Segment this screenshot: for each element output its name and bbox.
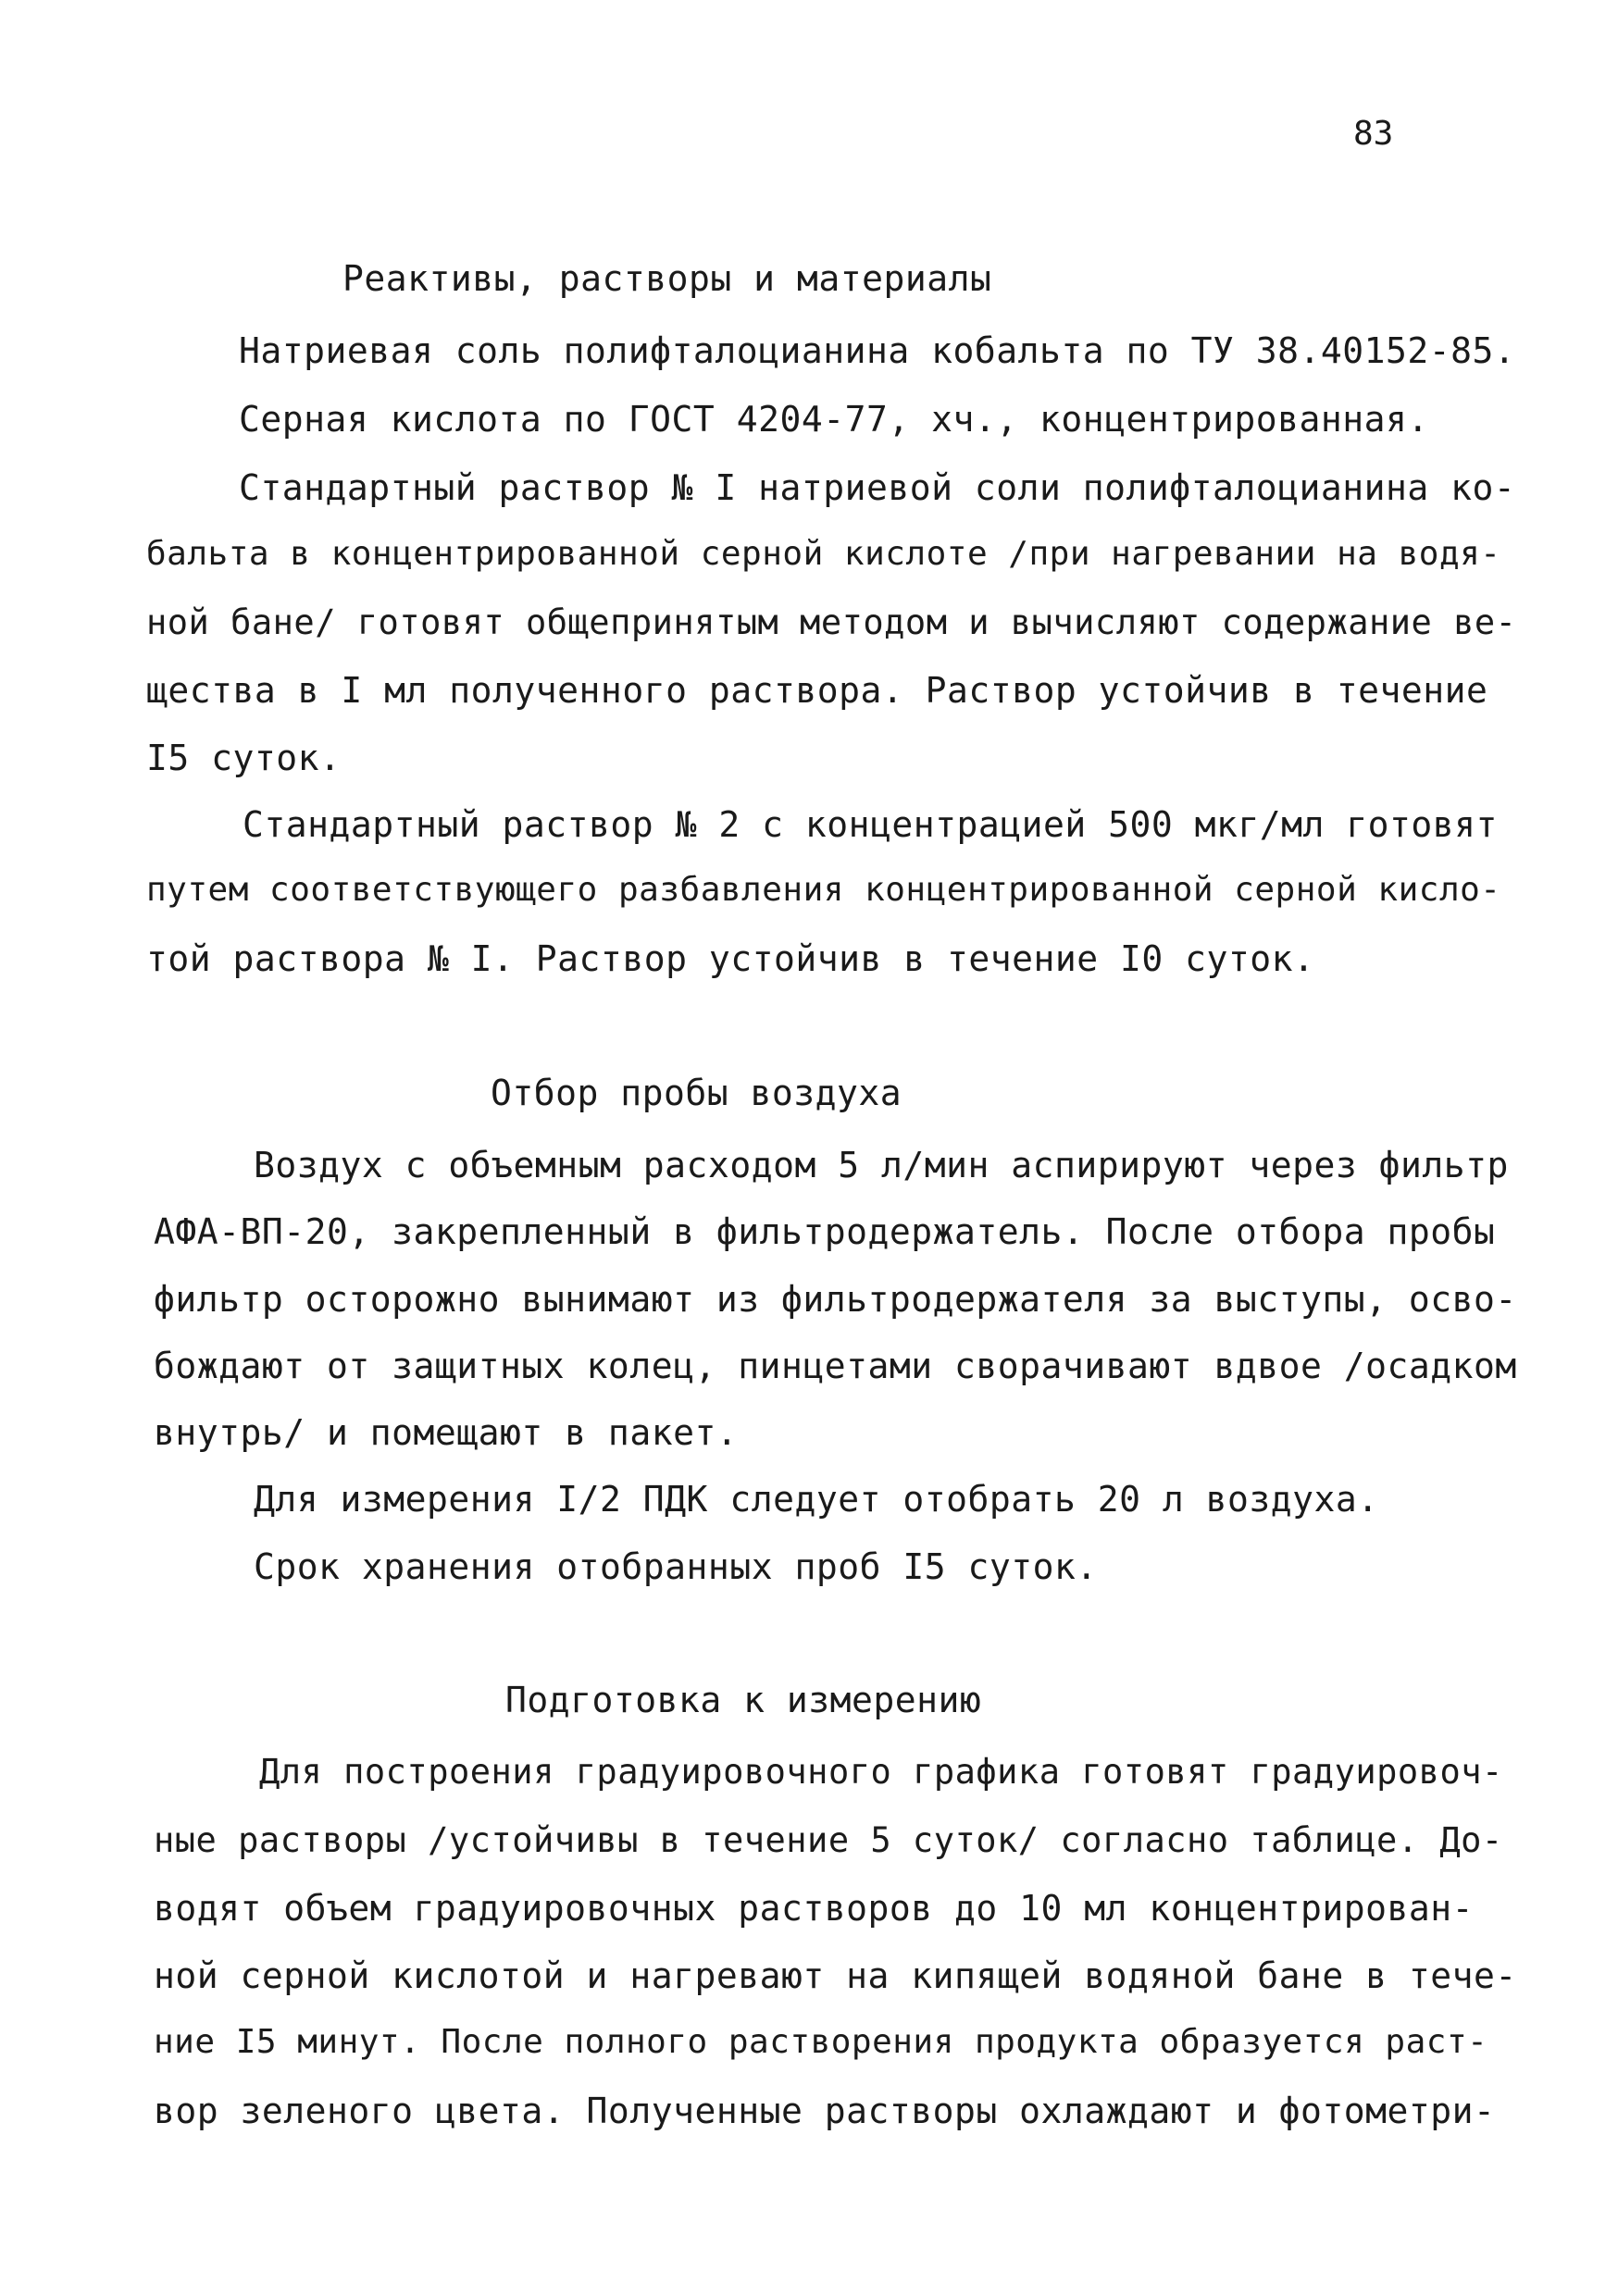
- section-heading-reagents: Реактивы, растворы и материалы: [342, 258, 992, 299]
- paragraph-line: внутрь/ и помещают в пакет.: [154, 1412, 739, 1453]
- paragraph-line: водят объем градуировочных растворов до 10 мл концентрирован-: [154, 1888, 1475, 1929]
- paragraph-line: Для построения градуировочного графика готовят градуировоч-: [259, 1752, 1503, 1792]
- paragraph-line: Натриевая соль полифталоцианина кобальта по ТУ 38.40152-85.: [239, 330, 1516, 371]
- section-heading-preparation: Подготовка к измерению: [505, 1680, 982, 1720]
- paragraph-line: фильтр осторожно вынимают из фильтродержателя за выступы, осво-: [154, 1279, 1517, 1320]
- paragraph-line: Серная кислота по ГОСТ 4204-77, хч., концентрированная.: [239, 399, 1429, 440]
- paragraph-line: щества в I мл полученного раствора. Раствор устойчив в течение: [146, 670, 1488, 711]
- paragraph-line: I5 суток.: [146, 738, 342, 778]
- paragraph-line: путем соответствующего разбавления концентрированной серной кисло-: [146, 871, 1501, 909]
- section-heading-sampling: Отбор пробы воздуха: [491, 1073, 902, 1113]
- paragraph-line: Срок хранения отобранных проб I5 суток.: [254, 1546, 1098, 1587]
- paragraph-line: той раствора № I. Раствор устойчив в течение I0 суток.: [146, 938, 1315, 979]
- paragraph-line: ние I5 минут. После полного растворения продукта образуется раст-: [154, 2023, 1488, 2061]
- paragraph-line: Стандартный раствор № I натриевой соли полифталоцианина ко-: [239, 467, 1516, 508]
- paragraph-line: Стандартный раствор № 2 с концентрацией 500 мкг/мл готовят: [243, 804, 1498, 845]
- page-number: 83: [1353, 115, 1394, 153]
- paragraph-line: ной серной кислотой и нагревают на кипящей водяной бане в тече-: [154, 1955, 1517, 1996]
- paragraph-line: вор зеленого цвета. Полученные растворы охлаждают и фотометри-: [154, 2091, 1496, 2131]
- paragraph-line: Для измерения I/2 ПДК следует отобрать 20 л воздуха.: [254, 1479, 1379, 1520]
- paragraph-line: бождают от защитных колец, пинцетами сворачивают вдвое /осадком: [154, 1346, 1517, 1386]
- paragraph-line: бальта в концентрированной серной кислоте /при нагревании на водя-: [146, 535, 1501, 573]
- paragraph-line: ной бане/ готовят общепринятым методом и вычисляют содержание ве-: [146, 602, 1517, 642]
- paragraph-line: Воздух с объемным расходом 5 л/мин аспирируют через фильтр: [254, 1145, 1509, 1185]
- paragraph-line: АФА-ВП-20, закрепленный в фильтродержатель. После отбора пробы: [154, 1211, 1496, 1252]
- paragraph-line: ные растворы /устойчивы в течение 5 суток/ согласно таблице. До-: [154, 1820, 1503, 1860]
